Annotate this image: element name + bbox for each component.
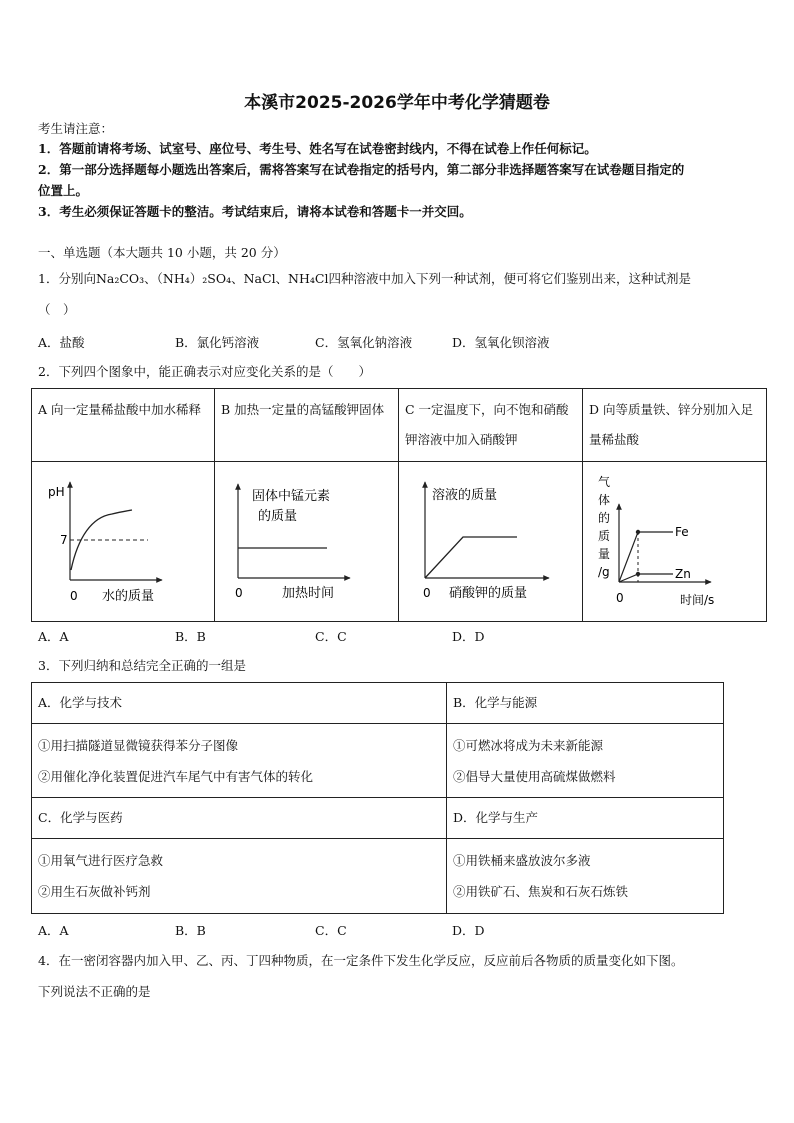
q2-head-c: C 一定温度下，向不饱和硝酸钾溶液中加入硝酸钾 bbox=[405, 402, 569, 447]
q3-option-a[interactable]: A．A bbox=[38, 923, 69, 938]
q3-cell-d-item-1: ①用铁桶来盛放波尔多液 bbox=[453, 853, 591, 868]
graph-d-ylabel-3: 质 bbox=[598, 529, 611, 543]
notice-heading: 考生请注意： bbox=[38, 121, 114, 136]
q2-graph-b bbox=[215, 462, 398, 618]
q2-option-b[interactable]: B．B bbox=[175, 629, 206, 644]
q3-cell-d-item-2: ②用铁矿石、焦炭和石灰石炼铁 bbox=[453, 884, 629, 899]
graph-d-ylabel-0: 气 bbox=[598, 475, 611, 489]
q1-option-c[interactable]: C．氢氧化钠溶液 bbox=[315, 335, 413, 350]
graph-d-ylabel-2: 的 bbox=[598, 511, 611, 525]
q4-stem-line-2: 下列说法不正确的是 bbox=[38, 984, 151, 999]
q2-option-d[interactable]: D．D bbox=[452, 629, 485, 644]
graph-a-ylabel: pH bbox=[48, 485, 65, 499]
graph-d-ylabel-4: 量 bbox=[598, 547, 611, 561]
graph-b-ylabel-1: 固体中锰元素 bbox=[252, 489, 331, 504]
q1-stem: 1．分别向Na₂CO₃、（NH₄）₂SO₄、NaCl、NH₄Cl四种溶液中加入下列一种试剂，便可将它们鉴别出来，这种试剂是 bbox=[38, 271, 691, 286]
q2-graph-d bbox=[583, 462, 766, 618]
graph-b-ylabel-2: 的质量 bbox=[258, 509, 298, 524]
graph-d-ylabel-5: /g bbox=[598, 565, 610, 579]
section-heading: 一、单选题（本大题共 10 小题，共 20 分） bbox=[38, 245, 286, 260]
q3-cell-a-item-1: ①用扫描隧道显微镜获得苯分子图像 bbox=[38, 738, 239, 753]
q2-table bbox=[31, 388, 767, 622]
q3-cell-b-item-1: ①可燃冰将成为未来新能源 bbox=[453, 738, 604, 753]
q2-option-a[interactable]: A．A bbox=[38, 629, 69, 644]
q3-cell-c-item-2: ②用生石灰做补钙剂 bbox=[38, 884, 151, 899]
fe-point bbox=[636, 530, 640, 534]
q3-option-d[interactable]: D．D bbox=[452, 923, 485, 938]
q2-head-b: B 加热一定量的高锰酸钾固体 bbox=[221, 402, 385, 417]
q1-option-d[interactable]: D．氢氧化钡溶液 bbox=[452, 335, 550, 350]
graph-c-xlabel: 硝酸钾的质量 bbox=[449, 586, 528, 601]
q3-option-c[interactable]: C．C bbox=[315, 923, 347, 938]
graph-b-origin: 0 bbox=[235, 586, 243, 600]
q1-options bbox=[38, 333, 550, 351]
graph-d-ylabel-1: 体 bbox=[598, 493, 611, 507]
q3-cell-a-title: A．化学与技术 bbox=[38, 695, 123, 710]
q3-cell-b-item-2: ②倡导大量使用高硫煤做燃料 bbox=[453, 769, 616, 784]
graph-a-xlabel: 水的质量 bbox=[102, 589, 155, 604]
zn-point bbox=[636, 572, 640, 576]
graph-d-origin: 0 bbox=[616, 591, 624, 605]
page-title: 本溪市2025-2026学年中考化学猜题卷 bbox=[244, 93, 550, 113]
q3-cell-a-item-2: ②用催化净化装置促进汽车尾气中有害气体的转化 bbox=[38, 769, 314, 784]
graph-c-origin: 0 bbox=[423, 586, 431, 600]
q3-cell-c-item-1: ①用氧气进行医疗急救 bbox=[38, 853, 164, 868]
q2-head-a: A 向一定量稀盐酸中加水稀释 bbox=[38, 402, 202, 417]
q1-paren: （ ） bbox=[38, 302, 76, 317]
q3-cell-b-title: B．化学与能源 bbox=[453, 695, 538, 710]
graph-b-xlabel: 加热时间 bbox=[282, 586, 335, 601]
q3-stem: 3．下列归纳和总结完全正确的一组是 bbox=[38, 658, 246, 673]
q2-head-d: D 向等质量铁、锌分别加入足量稀盐酸 bbox=[589, 402, 753, 447]
graph-c-ylabel: 溶液的质量 bbox=[432, 488, 498, 503]
graph-a-ytick: 7 bbox=[60, 533, 68, 547]
graph-d-series-zn: Zn bbox=[675, 567, 691, 581]
q3-cell-d-title: D．化学与生产 bbox=[453, 810, 539, 825]
q3-option-b[interactable]: B．B bbox=[175, 923, 206, 938]
q4-stem-line-1: 4．在一密闭容器内加入甲、乙、丙、丁四种物质，在一定条件下发生化学反应，反应前后各物质的质量变化如下图。 bbox=[38, 953, 684, 968]
q2-options bbox=[38, 627, 485, 645]
q2-graph-c bbox=[399, 462, 582, 618]
q3-cell-c-title: C．化学与医药 bbox=[38, 810, 123, 825]
notice-item-2-cont: 位置上。 bbox=[38, 183, 89, 198]
graph-d-xlabel: 时间/s bbox=[680, 593, 715, 607]
graph-d-series-fe: Fe bbox=[675, 525, 689, 539]
zn-line bbox=[619, 574, 673, 582]
q3-options bbox=[38, 921, 485, 939]
q1-option-a[interactable]: A．盐酸 bbox=[38, 335, 85, 350]
q2-option-c[interactable]: C．C bbox=[315, 629, 347, 644]
q3-table bbox=[31, 682, 724, 914]
solution-mass-line bbox=[425, 537, 517, 578]
graph-a-origin: 0 bbox=[70, 589, 78, 603]
q2-graph-a bbox=[32, 462, 214, 618]
notice-item-3: 3．考生必须保证答题卡的整洁。考试结束后，请将本试卷和答题卡一并交回。 bbox=[38, 204, 472, 219]
notice-item-2: 2．第一部分选择题每小题选出答案后，需将答案写在试卷指定的括号内，第二部分非选择题答案写在试卷题目指定的 bbox=[38, 162, 685, 177]
notice-item-1: 1．答题前请将考场、试室号、座位号、考生号、姓名写在试卷密封线内，不得在试卷上作任何标记。 bbox=[38, 141, 597, 156]
q2-stem: 2．下列四个图象中，能正确表示对应变化关系的是（ ） bbox=[38, 364, 371, 379]
q1-option-b[interactable]: B．氯化钙溶液 bbox=[175, 335, 260, 350]
